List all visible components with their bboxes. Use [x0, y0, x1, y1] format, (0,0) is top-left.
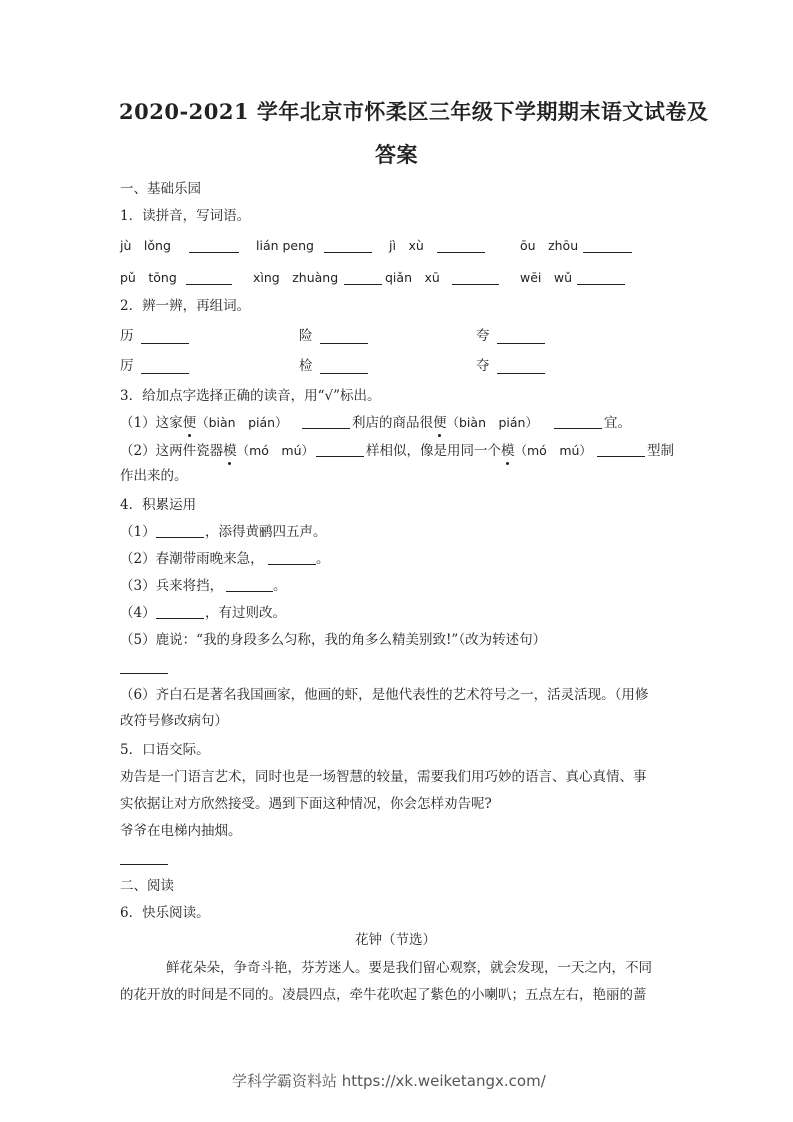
answer-blank[interactable] [186, 284, 232, 285]
q4-item-6-line1: （6）齐白石是著名我国画家，他画的虾，是他代表性的艺术符号之一，活灵活现。（用修 [120, 687, 649, 703]
q3-sentence-1-part-b: 利店的商品很便（biàn pián） [352, 415, 538, 431]
answer-blank[interactable] [120, 673, 168, 674]
answer-blank[interactable] [226, 591, 273, 592]
q4-item-5: （5）鹿说：“我的身段多么匀称，我的角多么精美别致!”（改为转述句） [120, 632, 547, 648]
answer-blank[interactable] [554, 428, 602, 429]
passage-line1: 鲜花朵朵，争奇斗艳，芬芳迷人。要是我们留心观察，就会发现，一天之内，不同 [166, 960, 652, 976]
dotted-char: 模 [223, 443, 237, 459]
q5-paragraph-line2: 实依据让对方欣然接受。遇到下面这种情况，你会怎样劝告呢? [120, 796, 492, 812]
question-1-stem: 1．读拼音，写词语。 [120, 208, 251, 224]
q4-item-3-post: 。 [273, 578, 287, 594]
pinyin-item: wēi wǔ [520, 270, 573, 285]
q4-item-6-line2: 改符号修改病句） [120, 713, 228, 729]
answer-blank[interactable] [597, 456, 645, 457]
answer-blank[interactable] [268, 564, 316, 565]
char-item: 厉 [120, 358, 134, 374]
question-5-stem: 5．口语交际。 [120, 742, 210, 758]
pinyin-item: pǔ tōng [120, 270, 177, 285]
answer-blank[interactable] [577, 284, 625, 285]
section-heading-reading: 二、阅读 [120, 878, 174, 894]
pinyin-item: jì xù [389, 238, 424, 253]
q4-item-4-post: ，有过则改。 [205, 605, 286, 621]
answer-blank[interactable] [452, 284, 499, 285]
char-item: 夺 [476, 358, 490, 374]
answer-blank[interactable] [189, 252, 239, 253]
answer-blank[interactable] [344, 284, 382, 285]
answer-blank[interactable] [156, 618, 204, 619]
question-2-stem: 2．辨一辨，再组词。 [120, 298, 251, 314]
dotted-char: 便 [182, 415, 197, 431]
q3-sentence-2-part-b: 样相似，像是用同一个模（mó mú） [366, 443, 592, 459]
answer-blank[interactable] [583, 252, 632, 253]
q4-item-3: （3）兵来将挡， [120, 578, 224, 594]
pinyin-item: qiǎn xū [385, 270, 440, 285]
section-heading-basics: 一、基础乐园 [120, 181, 201, 197]
answer-blank[interactable] [120, 864, 168, 865]
page-title-line2: 答案 [375, 142, 418, 167]
char-item: 历 [120, 328, 134, 344]
answer-blank[interactable] [302, 428, 350, 429]
dotted-char: 模 [501, 443, 515, 459]
answer-blank[interactable] [320, 343, 368, 344]
answer-blank[interactable] [497, 343, 545, 344]
pinyin-item: xìng zhuàng [253, 270, 339, 285]
answer-blank[interactable] [141, 343, 189, 344]
char-item: 夸 [476, 328, 490, 344]
q4-item-4-pre: （4） [120, 605, 156, 621]
dotted-char: 便 [433, 415, 447, 431]
q3-sentence-2-part-a: （2）这两件瓷器模（mó mú） [120, 443, 315, 459]
char-item: 检 [299, 358, 313, 374]
question-3-stem: 3．给加点字选择正确的读音，用“√”标出。 [120, 388, 381, 404]
pinyin-item: lián peng [256, 238, 314, 253]
passage-line2: 的花开放的时间是不同的。凌晨四点，牵牛花吹起了紫色的小喇叭；五点左右，艳丽的蔷 [120, 987, 647, 1003]
pinyin-item: jù lǒng [120, 238, 171, 253]
q3-sentence-1-end: 宜。 [604, 415, 631, 431]
answer-blank[interactable] [141, 373, 189, 374]
pinyin-item: ōu zhōu [520, 238, 579, 253]
char-item: 险 [299, 328, 313, 344]
answer-blank[interactable] [156, 537, 204, 538]
page-title-line1: 2020-2021 学年北京市怀柔区三年级下学期期末语文试卷及 [119, 99, 709, 124]
q4-item-1-pre: （1） [120, 524, 156, 540]
q3-sentence-2-cont: 作出来的。 [120, 468, 188, 484]
question-6-stem: 6．快乐阅读。 [120, 905, 210, 921]
q4-item-1-post: ，添得黄鹂四五声。 [205, 524, 327, 540]
answer-blank[interactable] [316, 456, 364, 457]
answer-blank[interactable] [324, 252, 372, 253]
q5-scenario: 爷爷在电梯内抽烟。 [120, 823, 242, 839]
q3-sentence-1-part-a: （1）这家便（biàn pián） [120, 415, 288, 431]
question-4-stem: 4．积累运用 [120, 497, 197, 513]
q5-paragraph-line1: 劝告是一门语言艺术，同时也是一场智慧的较量，需要我们用巧妙的语言、真心真情、事 [120, 769, 647, 785]
answer-blank[interactable] [320, 373, 368, 374]
answer-blank[interactable] [437, 252, 485, 253]
footer-watermark: 学科学霸资料站 https://xk.weiketangx.com/ [232, 1072, 546, 1090]
q3-sentence-2-end: 型制 [647, 443, 674, 459]
q4-item-2-post: 。 [316, 551, 330, 567]
q4-item-2: （2）春潮带雨晚来急， [120, 551, 264, 567]
passage-title: 花钟（节选） [355, 932, 436, 948]
answer-blank[interactable] [497, 373, 545, 374]
